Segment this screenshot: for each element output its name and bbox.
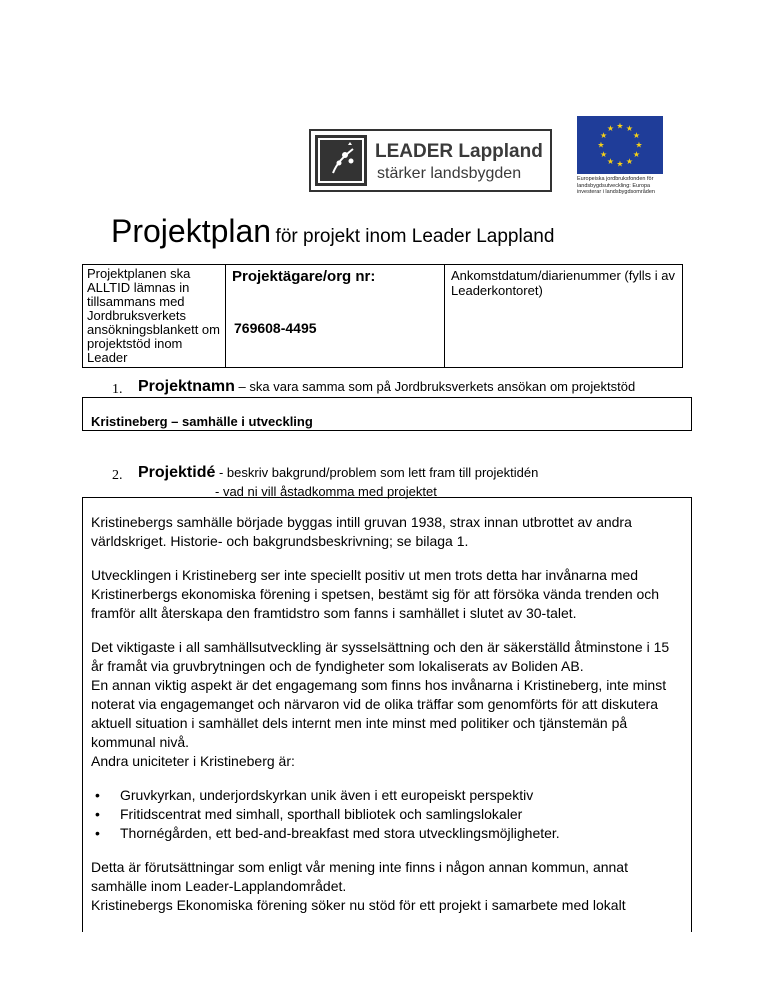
section-1-number: 1. <box>112 382 123 397</box>
section-1-title: Projektnamn <box>138 378 235 395</box>
arrival-date-field[interactable]: Ankomstdatum/diarienummer (fylls i av Leaderkontoret) <box>445 265 683 368</box>
eu-star-icon: ★ <box>625 156 634 166</box>
eu-star-icon: ★ <box>616 121 624 131</box>
section-2-title: Projektidé <box>138 464 216 481</box>
section-2-number: 2. <box>112 468 123 483</box>
page-title-rest: för projekt inom Leader Lappland <box>275 226 555 247</box>
leader-logo-title: LEADER Lappland <box>375 141 543 162</box>
eu-star-icon: ★ <box>616 159 624 169</box>
org-number[interactable]: 769608-4495 <box>234 320 317 336</box>
leader-badge-icon <box>315 135 367 186</box>
idea-paragraph-2: Utvecklingen i Kristineberg ser inte speciellt positiv ut men trots detta har invånarna med Kristinerbergs ekonomiska förening i spetsen, bestämt sig för att försöka vända trenden och framför allt återskapa den framtidstro som fanns i samhället i slutet av 30-talet. <box>91 567 660 621</box>
idea-paragraph-3 <box>91 638 683 771</box>
eu-star-icon: ★ <box>635 140 643 150</box>
eu-flag-icon <box>577 116 663 174</box>
eu-star-icon: ★ <box>606 156 615 166</box>
list-item: • Gruvkyrkan, underjordskyrkan unik även i ett europeiskt perspektiv <box>91 786 683 805</box>
submission-note: Projektplanen ska ALLTID lämnas in tillsammans med Jordbruksverkets ansökningsblankett om projektstöd inom Leader <box>83 265 226 368</box>
eu-caption: Europeiska jordbruksfonden för landsbygdsutveckling: Europa investerar i landsbygdsområden <box>577 176 655 195</box>
uniqueness-list <box>91 786 683 843</box>
section-2-desc-1: - beskriv bakgrund/problem som lett fram till projektidén <box>218 465 539 480</box>
leader-lappland-logo <box>309 129 552 192</box>
eu-star-icon: ★ <box>632 131 641 140</box>
project-name-box[interactable] <box>82 397 692 431</box>
list-item: • Thornégården, ett bed-and-breakfast med stora utvecklingsmöjligheter. <box>91 824 683 843</box>
eu-star-icon: ★ <box>606 124 615 134</box>
idea-paragraph-1: Kristinebergs samhälle började byggas intill gruvan 1938, strax innan utbrottet av andra världskriget. Historie- och bakgrundsbeskrivning; se bilaga 1. <box>91 514 632 549</box>
idea-paragraph-3a: Det viktigaste i all samhällsutveckling är sysselsättning och den är säkerställd åtminstone i 15 år framåt via gruvbrytningen och de fyndigheter som lokaliserats av Boliden AB. <box>91 639 670 674</box>
section-1-desc: – ska vara samma som på Jordbruksverkets ansökan om projektstöd <box>238 379 636 394</box>
page-title-main: Projektplan <box>111 213 272 249</box>
project-info-table <box>82 264 683 368</box>
page-title <box>111 213 554 250</box>
eu-star-icon: ★ <box>625 124 634 134</box>
list-item: • Fritidscentrat med simhall, sporthall bibliotek och samlingslokaler <box>91 805 683 824</box>
project-name-value: Kristineberg – samhälle i utveckling <box>91 414 313 429</box>
leader-logo-subtitle: stärker landsbygden <box>377 165 522 182</box>
idea-paragraph-4a: Detta är förutsättningar som enligt vår mening inte finns i någon annan kommun, annat samhälle inom Leader-Lapplandområdet. <box>91 859 628 894</box>
section-1-heading <box>138 378 635 396</box>
project-idea-box[interactable] <box>82 497 692 932</box>
idea-paragraph-4b: Kristinebergs Ekonomiska förening söker nu stöd för ett projekt i samarbete med lokalt <box>91 897 626 913</box>
eu-star-icon: ★ <box>632 150 641 159</box>
eu-star-icon: ★ <box>597 140 605 150</box>
eu-star-icon: ★ <box>599 131 608 140</box>
owner-label: Projektägare/org nr: <box>232 268 376 285</box>
section-2-heading <box>138 464 538 482</box>
idea-paragraph-4 <box>91 858 683 915</box>
section-2-desc-2: - vad ni vill åstadkomma med projektet <box>215 484 437 499</box>
eu-star-icon: ★ <box>599 150 608 159</box>
owner-cell <box>226 265 445 368</box>
idea-paragraph-3b: En annan viktig aspekt är det engagemang som finns hos invånarna i Kristineberg, inte minst noterat via engagemanget och närvaron vid de olika träffar som genomförts för att diskutera aktuell situation i samhället dels internt men inte minst med politiker och tjänstemän på kommunal nivå. <box>91 677 667 750</box>
idea-paragraph-3c: Andra uniciteter i Kristineberg är: <box>91 753 295 769</box>
